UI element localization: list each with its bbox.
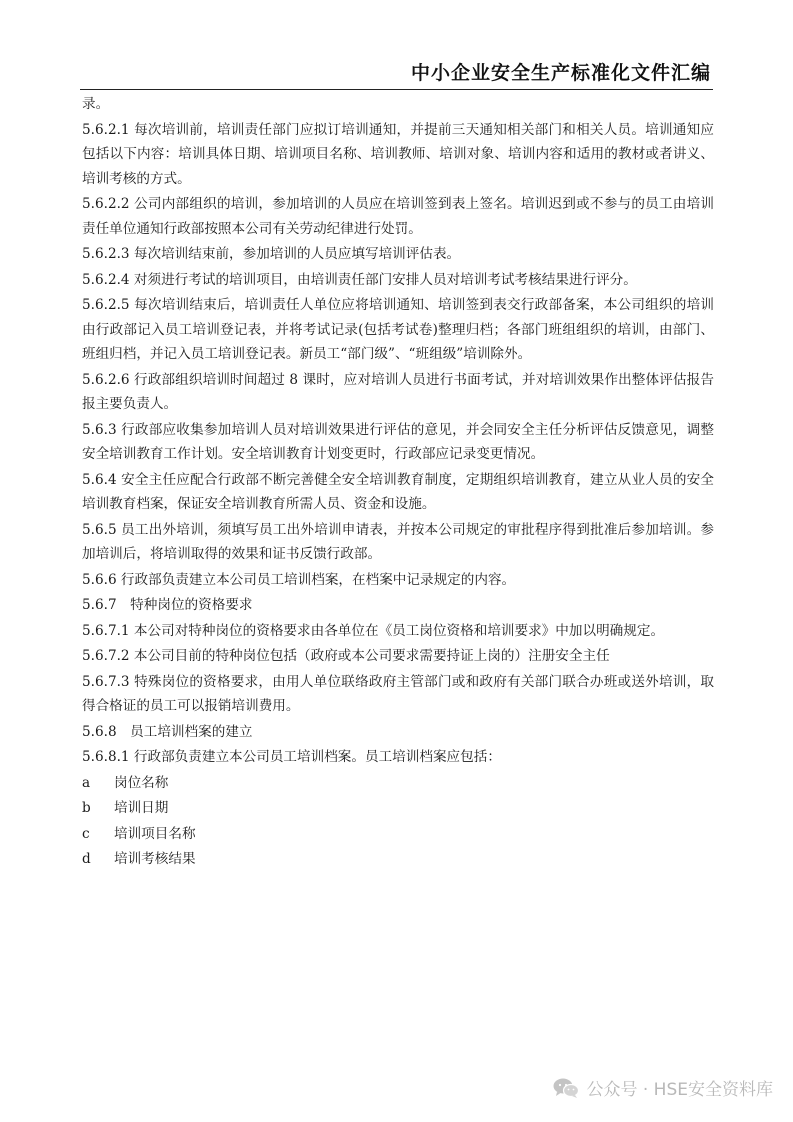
clause-5-6-2-2: 5.6.2.2 公司内部组织的培训，参加培训的人员应在培训签到表上签名。培训迟到或不参与的员工由培训责任单位通知行政部按照本公司有关劳动纪律进行处罚。 bbox=[82, 196, 714, 237]
list-item-text: 培训考核结果 bbox=[114, 851, 196, 867]
document-body bbox=[82, 92, 714, 873]
clause-5-6-2-6: 5.6.2.6 行政部组织培训时间超过 8 课时，应对培训人员进行书面考试，并对培训效果作出整体评估报告报主要负责人。 bbox=[82, 371, 714, 412]
clause-5-6-8-1: 5.6.8.1 行政部负责建立本公司员工培训档案。员工培训档案应包括： bbox=[82, 749, 501, 765]
section-heading-5-6-8: 5.6.8 员工培训档案的建立 bbox=[82, 723, 253, 740]
paragraph-continuation: 录。 bbox=[82, 96, 110, 112]
list-item-letter: b bbox=[82, 800, 91, 816]
list-item bbox=[82, 847, 714, 872]
document-header-title: 中小企业安全生产标准化文件汇编 bbox=[410, 62, 711, 84]
clause-5-6-2-4: 5.6.2.4 对须进行考试的培训项目，由培训责任部门安排人员对培训考试考核结果进行评分。 bbox=[82, 271, 637, 288]
clause-5-6-3: 5.6.3 行政部应收集参加培训人员对培训效果进行评估的意见，并会同安全主任分析评估反馈意见，调整安全培训教育工作计划。安全培训教育计划变更时，行政部应记录变更情况。 bbox=[82, 421, 714, 462]
list-item-text: 培训项目名称 bbox=[114, 825, 196, 842]
list-item bbox=[82, 796, 714, 821]
header-divider bbox=[80, 89, 713, 90]
clause-5-6-7-1: 5.6.7.1 本公司对特种岗位的资格要求由各单位在《员工岗位资格和培训要求》中加以明确规定。 bbox=[82, 622, 665, 639]
watermark bbox=[552, 1075, 773, 1100]
watermark-text: 公众号 · HSE安全资料库 bbox=[586, 1080, 773, 1100]
clause-5-6-2-3: 5.6.2.3 每次培训结束前，参加培训的人员应填写培训评估表。 bbox=[82, 246, 461, 262]
list-item bbox=[82, 822, 714, 847]
clause-5-6-2-5: 5.6.2.5 每次培训结束后，培训责任人单位应将培训通知、培训签到表交行政部备案，本公司组织的培训由行政部记入员工培训登记表，并将考试记录(包括考试卷)整理归档；各部门班组组织的培训，由部门、班组归档，并记入员工培训登记表。新员工“部门级”、“班组级”培训除外。 bbox=[82, 297, 714, 362]
list-item-text: 培训日期 bbox=[114, 800, 169, 816]
list-item-text: 岗位名称 bbox=[114, 774, 169, 791]
list-item-letter: c bbox=[82, 825, 90, 842]
clause-5-6-7-3: 5.6.7.3 特殊岗位的资格要求，由用人单位联络政府主管部门或和政府有关部门联合办班或送外培训，取得合格证的员工可以报销培训费用。 bbox=[82, 673, 714, 714]
list-item-letter: d bbox=[82, 851, 91, 867]
clause-5-6-5: 5.6.5 员工出外培训，须填写员工出外培训申请表，并按本公司规定的审批程序得到批准后参加培训。参加培训后，将培训取得的效果和证书反馈行政部。 bbox=[82, 521, 714, 562]
clause-5-6-4: 5.6.4 安全主任应配合行政部不断完善健全安全培训教育制度，定期组织培训教育，建立从业人员的安全培训教育档案，保证安全培训教育所需人员、资金和设施。 bbox=[82, 471, 714, 512]
clause-5-6-2-1: 5.6.2.1 每次培训前，培训责任部门应拟订培训通知，并提前三天通知相关部门和相关人员。培训通知应包括以下内容：培训具体日期、培训项目名称、培训教师、培训对象、培训内容和适用的教材或者讲义、培训考核的方式。 bbox=[82, 121, 714, 187]
list-item bbox=[82, 771, 714, 796]
wechat-icon bbox=[552, 1077, 580, 1099]
section-heading-5-6-7: 5.6.7 特种岗位的资格要求 bbox=[82, 597, 253, 613]
list-item-letter: a bbox=[82, 774, 91, 791]
clause-5-6-6: 5.6.6 行政部负责建立本公司员工培训档案，在档案中记录规定的内容。 bbox=[82, 571, 516, 588]
clause-5-6-7-2: 5.6.7.2 本公司目前的特种岗位包括（政府或本公司要求需要持证上岗的）注册安全主任 bbox=[82, 648, 610, 664]
